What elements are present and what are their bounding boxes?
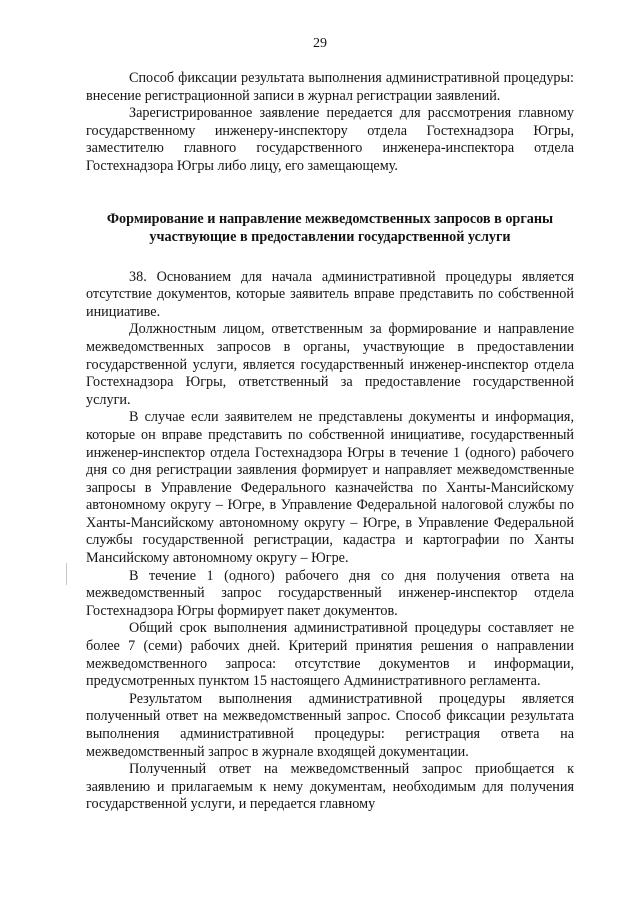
scan-edge-mark bbox=[66, 563, 67, 585]
paragraph-response-attached: Полученный ответ на межведомственный запрос приобщается к заявлению и прилагаемым к нему документам, необходимым для получения государственной услуги, и передается главному bbox=[86, 761, 574, 813]
paragraph-missing-documents: В случае если заявителем не представлены документы и информация, которые он вправе представить по собственной инициативе, государственный инженер-инспектор отдела Гостехнадзора Югры в течение 1 (одного) рабочего дня со дня регистрации заявления формирует и направляет межведомственные запросы в Управление Федерального казначейства по Ханты-Мансийскому автономному округу – Югре, в Управление Федеральной налоговой службы по Ханты-Мансийскому автономному округу – Югре, в Управление Федеральной службы государственной регистрации, кадастра и картографии по Ханты Мансийскому автономному округу – Югре. bbox=[86, 409, 574, 567]
page-body bbox=[86, 70, 574, 814]
section-heading: Формирование и направление межведомственных запросов в органы участвующие в предоставлении государственной услуги bbox=[106, 210, 554, 245]
paragraph-procedure-result: Результатом выполнения административной процедуры является полученный ответ на межведомственный запрос. Способ фиксации результата выполнения административной процедуры: регистрация ответа на межведомственный запрос в журнале входящей документации. bbox=[86, 690, 574, 760]
paragraph-responsible-official: Должностным лицом, ответственным за формирование и направление межведомственных запросов в органы, участвующие в предоставлении государственной услуги, является государственный инженер-инспектор отдела Гостехнадзора Югры, ответственный за предоставление государственной услуги. bbox=[86, 321, 574, 408]
page-number: 29 bbox=[313, 36, 327, 51]
paragraph-registered-application: Зарегистрированное заявление передается для рассмотрения главному государственному инженеру-инспектору отдела Гостехнадзора Югры, заместителю главного государственного инженера-инспектора отдела Гостехнадзора Югры либо лицу, его замещающему. bbox=[86, 105, 574, 174]
paragraph-38-basis: 38. Основанием для начала административной процедуры является отсутствие документов, которые заявитель вправе представить по собственной инициативе. bbox=[86, 268, 574, 320]
paragraph-response-timeframe: В течение 1 (одного) рабочего дня со дня получения ответа на межведомственный запрос государственный инженер-инспектор отдела Гостехнадзора Югры формирует пакет документов. bbox=[86, 567, 574, 619]
paragraph-total-duration: Общий срок выполнения административной процедуры составляет не более 7 (семи) рабочих дней. Критерий принятия решения о направлении межведомственного запроса: отсутствие документов и информации, предусмотренных пунктом 15 настоящего Административного регламента. bbox=[86, 620, 574, 690]
paragraph-fixation-method: Способ фиксации результата выполнения административной процедуры: внесение регистрационной записи в журнал регистрации заявлений. bbox=[86, 70, 574, 104]
